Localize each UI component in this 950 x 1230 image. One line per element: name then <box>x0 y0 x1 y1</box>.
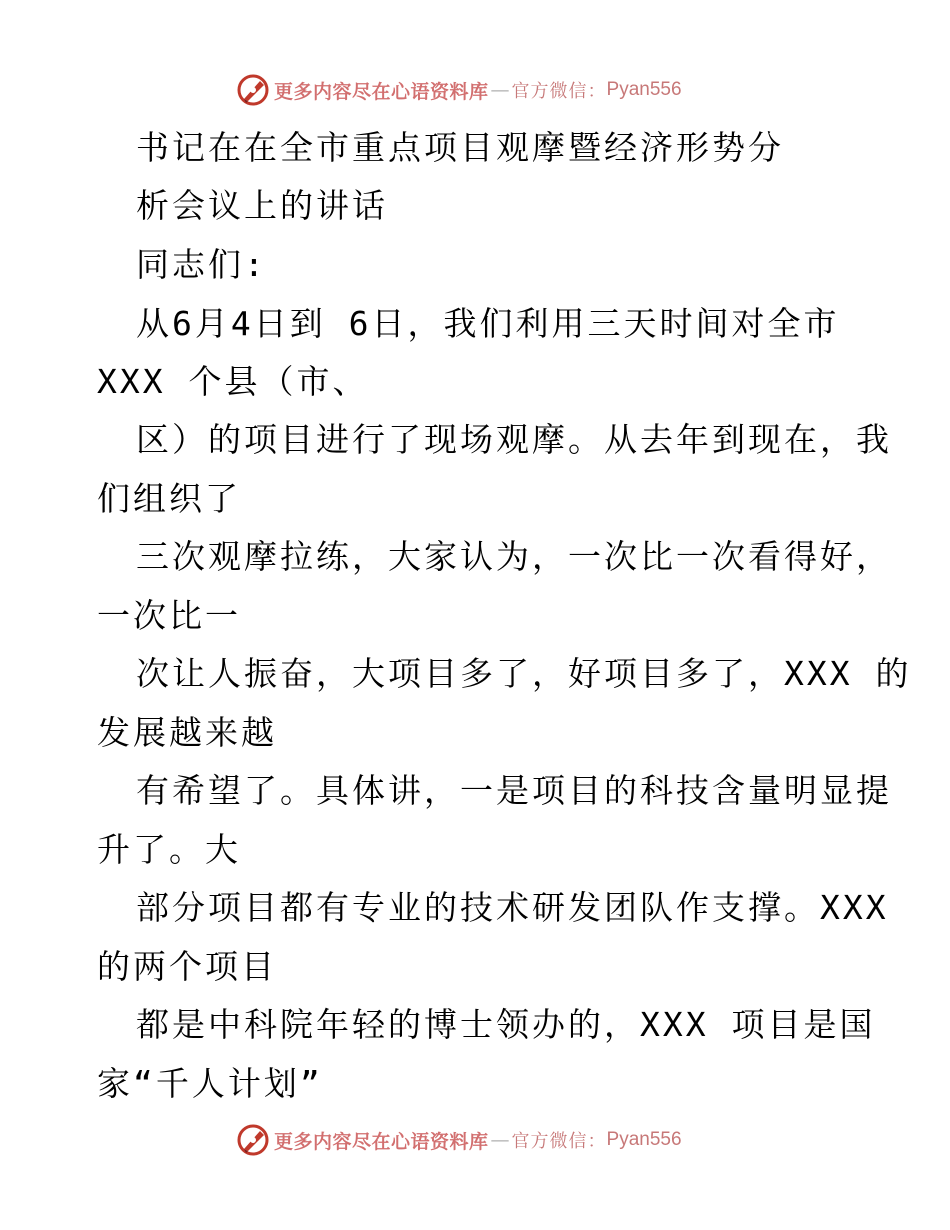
text-line: XXX 个县（市、 <box>97 362 369 401</box>
banner-main-text: 更多内容尽在心语资料库 <box>274 80 489 103</box>
text-line: 区）的项目进行了现场观摩。从去年到现在，我 <box>136 420 892 459</box>
text-line: 次让人振奋，大项目多了，好项目多了，XXX 的 <box>136 654 912 693</box>
banner-main-text: 更多内容尽在心语资料库 <box>274 1130 489 1153</box>
text-line: 都是中科院年轻的博士领办的，XXX 项目是国 <box>136 1005 876 1044</box>
banner-dash: — <box>490 1129 510 1151</box>
banner-wechat-id: Pyan556 <box>606 79 682 100</box>
text-line: 部分项目都有专业的技术研发团队作支撑。XXX <box>136 888 889 927</box>
text-line: 升了。大 <box>97 830 241 869</box>
footer-banner <box>236 1122 682 1158</box>
pen-logo-icon <box>236 1123 270 1157</box>
text-line: 从6月4日到 6日，我们利用三天时间对全市 <box>136 304 840 343</box>
text-line: 的两个项目 <box>97 947 277 986</box>
text-line: 家“千人计划” <box>97 1064 323 1103</box>
title-line-2: 析会议上的讲话 <box>136 186 388 225</box>
text-line: 有希望了。具体讲，一是项目的科技含量明显提 <box>136 771 892 810</box>
banner-dash: — <box>490 79 510 101</box>
banner-sub-text: 官方微信： <box>511 1131 607 1152</box>
text-line: 发展越来越 <box>97 713 277 752</box>
salutation: 同志们: <box>136 245 267 284</box>
banner-wechat-id: Pyan556 <box>606 1129 682 1150</box>
pen-logo-icon <box>236 73 270 107</box>
header-banner <box>236 72 682 108</box>
banner-sub-text: 官方微信： <box>511 81 607 102</box>
text-line: 三次观摩拉练，大家认为，一次比一次看得好， <box>136 537 892 576</box>
title-line-1: 书记在在全市重点项目观摩暨经济形势分 <box>136 128 784 167</box>
text-line: 一次比一 <box>97 596 241 635</box>
text-line: 们组织了 <box>97 479 241 518</box>
